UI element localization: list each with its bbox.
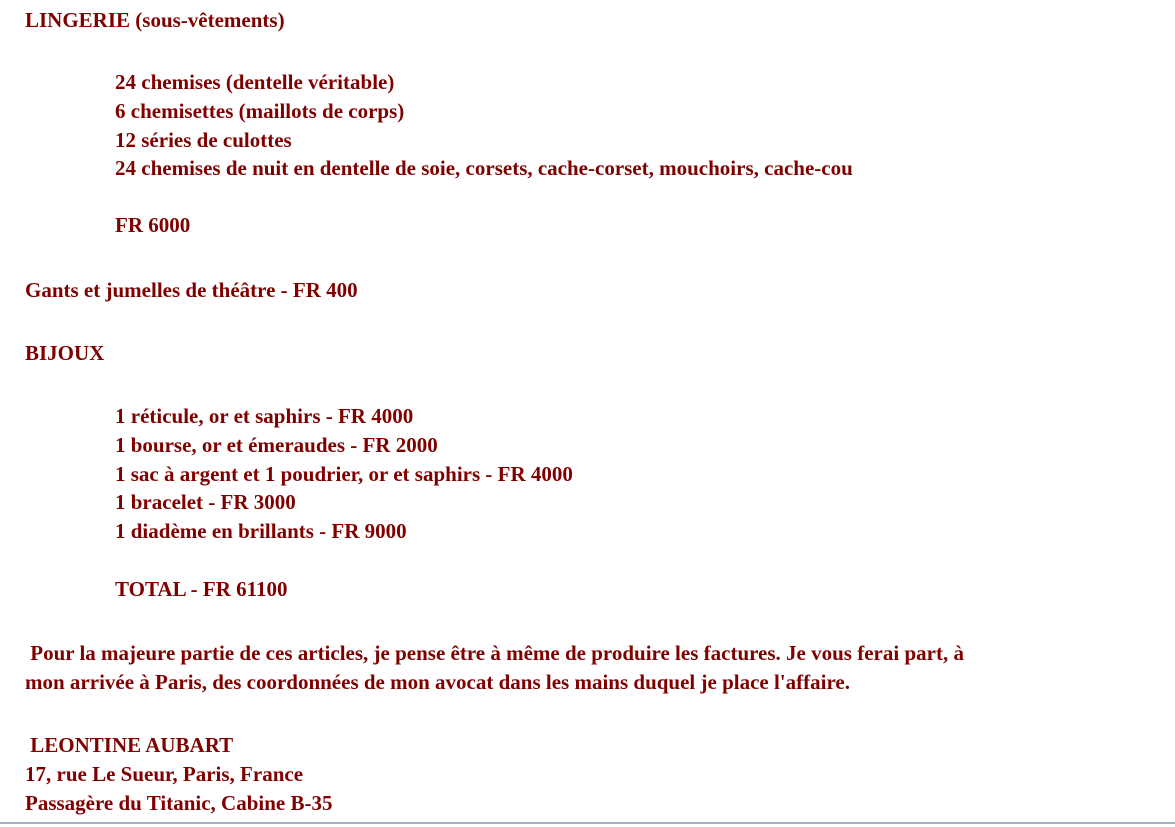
signature-address: 17, rue Le Sueur, Paris, France xyxy=(25,762,304,786)
page-bottom-rule xyxy=(0,822,1175,824)
bijoux-item: 1 diadème en brillants - FR 9000 xyxy=(115,519,407,543)
lingerie-price: FR 6000 xyxy=(115,213,191,237)
lingerie-item: 24 chemises (dentelle véritable) xyxy=(115,70,395,94)
lingerie-item: 24 chemises de nuit en dentelle de soie, corsets, cache-corset, mouchoirs, cache-cou xyxy=(115,156,853,180)
signature-cabin: Passagère du Titanic, Cabine B-35 xyxy=(25,791,333,815)
bijoux-item: 1 sac à argent et 1 poudrier, or et saphirs - FR 4000 xyxy=(115,462,573,486)
paragraph-line: mon arrivée à Paris, des coordonnées de mon avocat dans les mains duquel je place l'affaire. xyxy=(25,670,850,694)
lingerie-heading: LINGERIE (sous-vêtements) xyxy=(25,8,285,32)
gloves-line: Gants et jumelles de théâtre - FR 400 xyxy=(25,278,358,302)
bijoux-item: 1 bracelet - FR 3000 xyxy=(115,490,296,514)
total-line: TOTAL - FR 61100 xyxy=(115,577,288,601)
signature-name: LEONTINE AUBART xyxy=(25,733,234,757)
lingerie-item: 6 chemisettes (maillots de corps) xyxy=(115,99,405,123)
bijoux-item: 1 bourse, or et émeraudes - FR 2000 xyxy=(115,433,438,457)
bijoux-heading: BIJOUX xyxy=(25,341,105,365)
bijoux-item: 1 réticule, or et saphirs - FR 4000 xyxy=(115,404,414,428)
paragraph-line: Pour la majeure partie de ces articles, je pense être à même de produire les factures. Je vous ferai part, à xyxy=(25,641,964,665)
lingerie-item: 12 séries de culottes xyxy=(115,128,292,152)
